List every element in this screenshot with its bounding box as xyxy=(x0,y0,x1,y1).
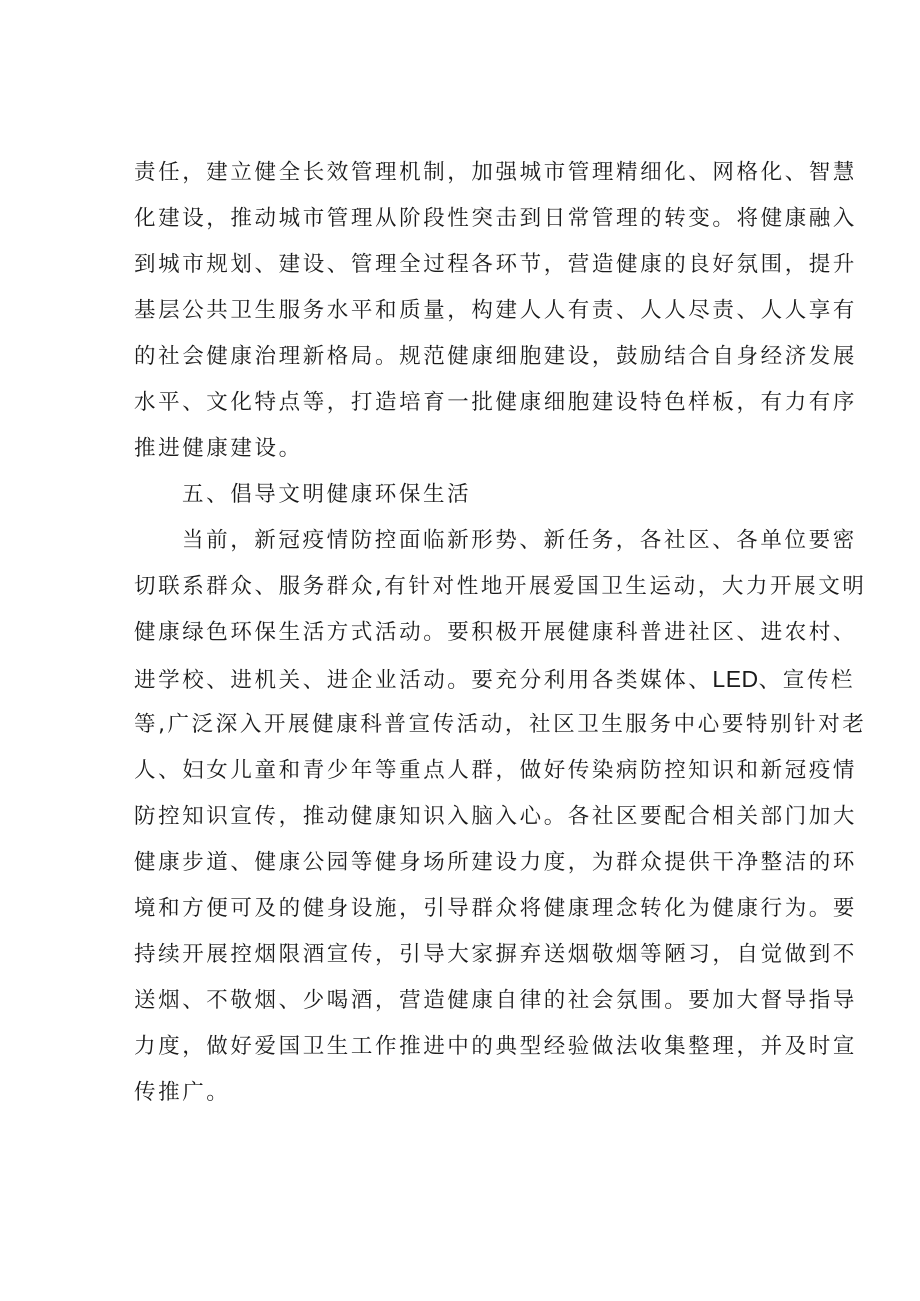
section-heading: 五、倡导文明健康环保生活 xyxy=(182,482,472,507)
body-text xyxy=(134,150,867,1116)
text-line: 水平、文化特点等，打造培育一批健康细胞建设特色样板，有力有序 xyxy=(134,390,858,415)
latin-term: LED xyxy=(712,666,759,692)
text-line xyxy=(134,656,856,702)
text-line: 等,广泛深入开展健康科普宣传活动，社区卫生服务中心要特别针对老 xyxy=(134,712,867,737)
text-line: 人、妇女儿童和青少年等重点人群，做好传染病防控知识和新冠疫情 xyxy=(134,758,858,783)
text-line: 基层公共卫生服务水平和质量，构建人人有责、人人尽责、人人享有 xyxy=(134,298,858,323)
text-line: 到城市规划、建设、管理全过程各环节，营造健康的良好氛围，提升 xyxy=(134,252,858,277)
text-line: 传推广。 xyxy=(134,1080,231,1105)
text-line: 持续开展控烟限酒宣传，引导大家摒弃送烟敬烟等陋习，自觉做到不 xyxy=(134,942,858,967)
text-segment: 、宣传栏 xyxy=(758,668,856,693)
text-line: 境和方便可及的健身设施，引导群众将健康理念转化为健康行为。要 xyxy=(134,896,858,921)
text-line: 防控知识宣传，推动健康知识入脑入心。各社区要配合相关部门加大 xyxy=(134,804,858,829)
text-line: 健康绿色环保生活方式活动。要积极开展健康科普进社区、进农村、 xyxy=(134,620,858,645)
text-line: 责任，建立健全长效管理机制，加强城市管理精细化、网格化、智慧 xyxy=(134,160,858,185)
text-line: 力度，做好爱国卫生工作推进中的典型经验做法收集整理，并及时宣 xyxy=(134,1034,858,1059)
text-line: 推进健康建设。 xyxy=(134,436,303,461)
text-line: 健康步道、健康公园等健身场所建设力度，为群众提供干净整洁的环 xyxy=(134,850,858,875)
text-line: 切联系群众、服务群众,有针对性地开展爱国卫生运动，大力开展文明 xyxy=(134,574,867,599)
text-line: 送烟、不敬烟、少喝酒，营造健康自律的社会氛围。要加大督导指导 xyxy=(134,988,858,1013)
text-line: 当前，新冠疫情防控面临新形势、新任务，各社区、各单位要密 xyxy=(182,528,857,553)
text-segment: 进学校、进机关、进企业活动。要充分利用各类媒体、 xyxy=(134,668,713,693)
text-line: 的社会健康治理新格局。规范健康细胞建设，鼓励结合自身经济发展 xyxy=(134,344,858,369)
text-line: 化建设，推动城市管理从阶段性突击到日常管理的转变。将健康融入 xyxy=(134,206,858,231)
